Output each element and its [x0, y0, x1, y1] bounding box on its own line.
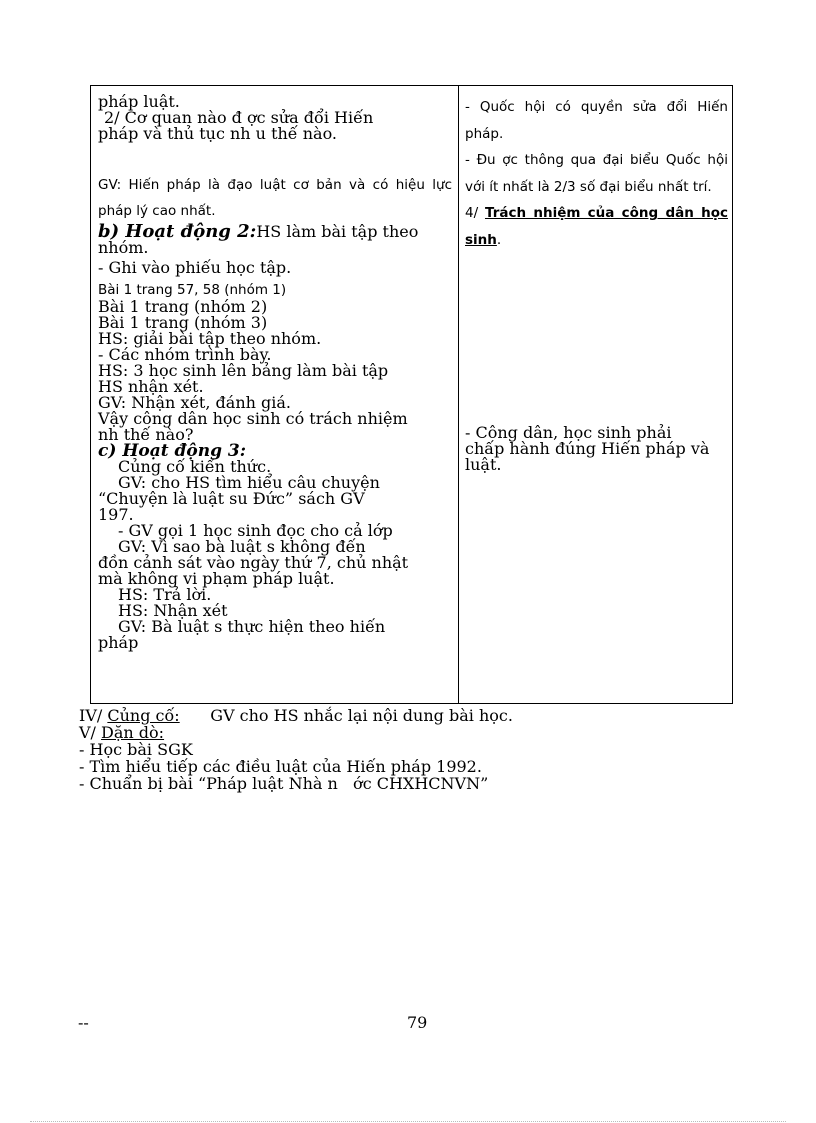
spacer	[465, 253, 728, 425]
section-v	[79, 724, 513, 741]
question-responsibility-1: Vậy công dân học sinh có trách nhiệm	[98, 409, 408, 428]
student-task: HS: giải bài tập theo nhóm.	[98, 329, 322, 348]
spacer	[98, 142, 452, 172]
section-v-number: V/	[79, 723, 102, 742]
activity-3-line: 197.	[98, 505, 134, 524]
content-heading-4	[465, 200, 728, 253]
section-iv	[79, 707, 513, 724]
section-iv-text: GV cho HS nhắc lại nội dung bài học.	[179, 706, 513, 725]
activity-2-heading-line	[98, 221, 452, 242]
groups-present: - Các nhóm trình bày.	[98, 345, 272, 364]
content-point-responsibility: chấp hành đúng Hiến pháp và	[465, 439, 710, 458]
activity-3-line: “Chuyện là luật su Đức” sách GV	[98, 489, 365, 508]
homework-item: - Tìm hiểu tiếp các điều luật của Hiến pháp 1992.	[79, 757, 482, 776]
exercise-group-1: Bài 1 trang 57, 58 (nhóm 1)	[98, 282, 287, 298]
activities-column	[91, 86, 459, 704]
lesson-table	[90, 85, 733, 704]
activity-2-heading: b) Hoạt động 2:	[98, 221, 257, 242]
content-point-responsibility: luật.	[465, 455, 502, 474]
teacher-evaluation: GV: Nhận xét, đánh giá.	[98, 393, 291, 412]
page-bottom-border	[30, 1121, 786, 1122]
footer-mark: --	[78, 1013, 89, 1032]
section-iv-number: IV/	[79, 706, 108, 725]
section-iv-title: Củng cố:	[107, 706, 180, 725]
text-line: pháp luật.	[98, 92, 180, 111]
section-title: Trách nhiệm của công dân học sinh	[465, 205, 728, 248]
homework-item: - Chuẩn bị bài “Pháp luật Nhà n ớc CHXHCNVN”	[79, 774, 489, 793]
question-2-line-2: pháp và thủ tục nh u thế nào.	[98, 124, 338, 143]
activity-3-line: Củng cố kiến thức.	[118, 457, 272, 476]
closing-sections	[79, 707, 513, 792]
activity-3-line: GV: cho HS tìm hiểu câu chuyện	[118, 473, 380, 492]
homework-item: - Học bài SGK	[79, 740, 193, 759]
activity-3-line: - GV gọi 1 học sinh đọc cho cả lớp	[118, 521, 393, 540]
question-2-line-1: 2/ Cơ quan nào đ ợc sửa đổi Hiến	[104, 108, 374, 127]
activity-3-line: GV: Vì sao bà luật s không đến	[118, 537, 366, 556]
section-dot: .	[496, 231, 502, 248]
exercise-group-3: Bài 1 trang (nhóm 3)	[98, 313, 268, 332]
activity-3-line: đồn cảnh sát vào ngày thứ 7, chủ nhật	[98, 553, 409, 572]
activity-3-line: mà không vi phạm pháp luật.	[98, 569, 335, 588]
student-comment: HS nhận xét.	[98, 377, 204, 396]
activity-2-line-2: nhóm.	[98, 238, 149, 257]
page-number: 79	[407, 1013, 428, 1032]
activity-3-line: pháp	[98, 633, 139, 652]
students-at-board: HS: 3 học sinh lên bảng làm bài tập	[98, 361, 389, 380]
section-number: 4/	[465, 205, 485, 221]
content-column	[459, 86, 733, 704]
content-point-responsibility: - Công dân, học sinh phải	[465, 423, 672, 442]
activity-3-heading: c) Hoạt động 3:	[98, 441, 246, 461]
activity-3-line: HS: Nhận xét	[118, 601, 228, 620]
activity-3-line: HS: Trả lời.	[118, 585, 212, 604]
exercise-group-2: Bài 1 trang (nhóm 2)	[98, 297, 268, 316]
teacher-statement: GV: Hiến pháp là đạo luật cơ bản và có hiệu lực pháp lý cao nhất.	[98, 177, 452, 219]
content-point-1: - Quốc hội có quyền sửa đổi Hiến pháp.	[465, 99, 728, 142]
content-point-2: - Đu ợc thông qua đại biểu Quốc hội với ít nhất là 2/3 số đại biểu nhất trí.	[465, 152, 728, 195]
activity-2-text: HS làm bài tập theo	[256, 222, 419, 241]
activity-2-line-3: - Ghi vào phiếu học tập.	[98, 258, 292, 277]
question-responsibility-2: nh thế nào?	[98, 425, 194, 444]
section-v-title: Dặn dò:	[101, 723, 165, 742]
activity-3-line: GV: Bà luật s thực hiện theo hiến	[118, 617, 386, 636]
